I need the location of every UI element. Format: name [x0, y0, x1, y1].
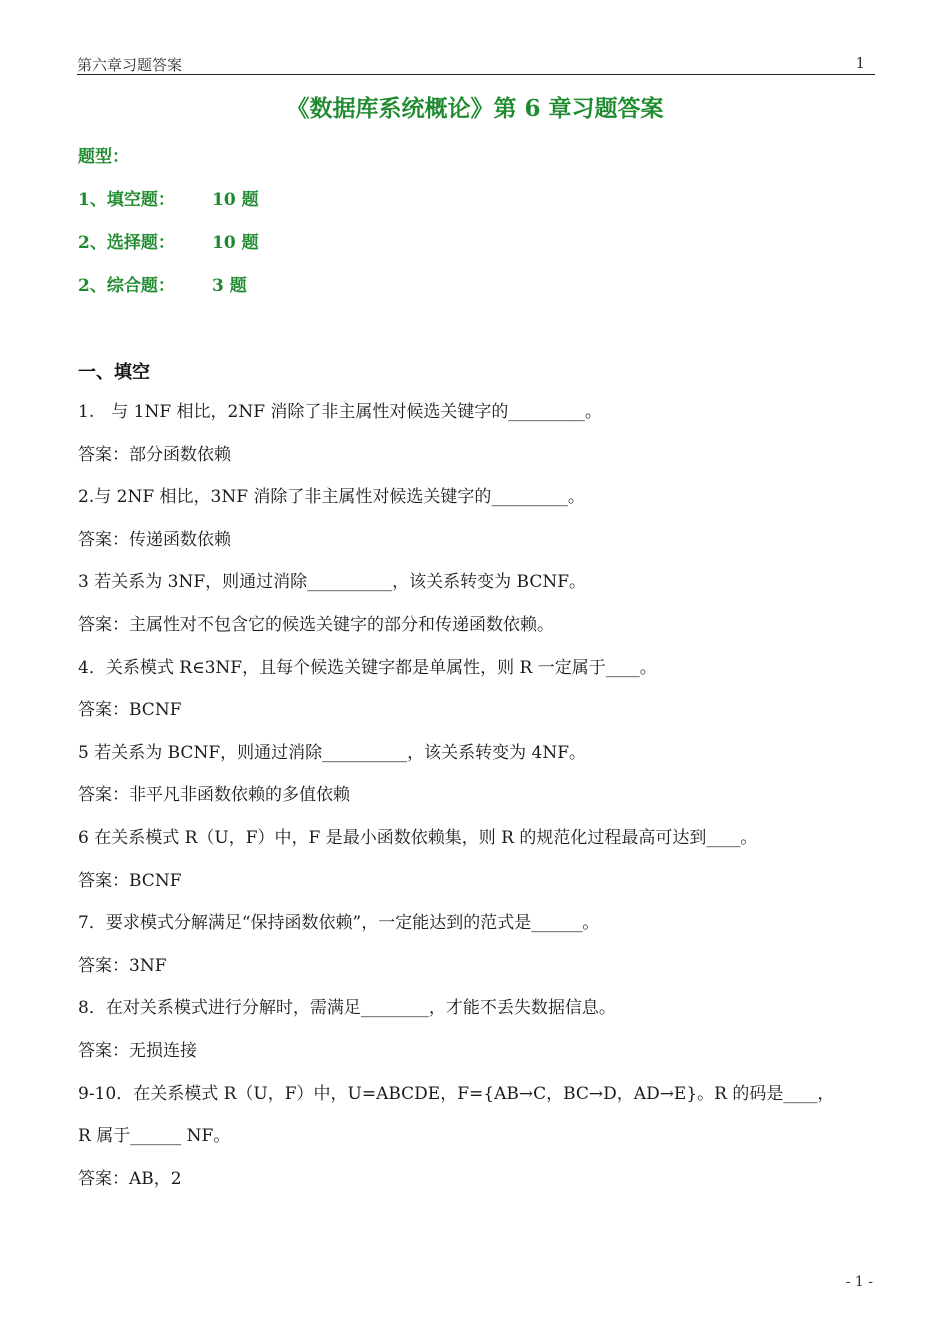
answer-line: 答案：3NF	[78, 955, 167, 976]
answer-line: 答案：主属性对不包含它的候选关键字的部分和传递函数依赖。	[78, 614, 554, 635]
question-type-item	[78, 275, 259, 318]
page-header	[77, 52, 875, 75]
question-line: 7．要求模式分解满足“保持函数依赖”，一定能达到的范式是______。	[78, 913, 600, 934]
question-line: 3 若关系为 3NF，则通过消除__________，该关系转变为 BCNF。	[78, 572, 586, 593]
answer-line: 答案：部分函数依赖	[78, 444, 231, 465]
header-page-number: 1	[855, 54, 865, 72]
question-line: 1. 与 1NF 相比，2NF 消除了非主属性对候选关键字的_________。	[78, 402, 602, 422]
qa-list	[78, 400, 878, 1209]
question-line: 4．关系模式 R∈3NF，且每个候选关键字都是单属性，则 R 一定属于____。	[78, 657, 657, 678]
question-type-item	[78, 189, 259, 232]
question-line: 2.与 2NF 相比，3NF 消除了非主属性对候选关键字的_________。	[78, 487, 585, 508]
page-footer-number: - 1 -	[845, 1274, 873, 1290]
question-type-count: 10 题	[212, 233, 259, 253]
section-title: 一、填空	[78, 362, 150, 383]
answer-line: 答案：BCNF	[78, 870, 182, 891]
question-line: 6 在关系模式 R（U，F）中，F 是最小函数依赖集，则 R 的规范化过程最高可达到____。	[78, 827, 758, 848]
question-line: 9-10．在关系模式 R（U，F）中，U=ABCDE，F={AB→C，BC→D，AD→E}。R 的码是____，	[78, 1083, 835, 1104]
answer-line: 答案：传递函数依赖	[78, 529, 231, 550]
question-type-item	[78, 232, 259, 275]
question-type-label: 2、选择题：	[78, 233, 175, 253]
question-type-count: 3 题	[212, 276, 247, 296]
question-line-continued: R 属于______ NF。	[78, 1126, 231, 1147]
question-type-label: 2、综合题：	[78, 276, 175, 296]
answer-line: 答案：非平凡非函数依赖的多值依赖	[78, 785, 350, 806]
question-line: 8．在对关系模式进行分解时，需满足________，才能不丢失数据信息。	[78, 998, 616, 1019]
header-chapter-label: 第六章习题答案	[77, 56, 183, 74]
answer-line: 答案：无损连接	[78, 1040, 197, 1061]
document-title: 《数据库系统概论》第 6 章习题答案	[286, 95, 664, 122]
answer-line: 答案：AB，2	[78, 1168, 182, 1189]
question-type-label: 1、填空题：	[78, 190, 175, 210]
question-types	[78, 146, 259, 318]
question-type-count: 10 题	[212, 190, 259, 210]
question-line: 5 若关系为 BCNF，则通过消除__________，该关系转变为 4NF。	[78, 742, 586, 763]
question-types-heading: 题型：	[78, 147, 129, 167]
answer-line: 答案：BCNF	[78, 700, 182, 721]
